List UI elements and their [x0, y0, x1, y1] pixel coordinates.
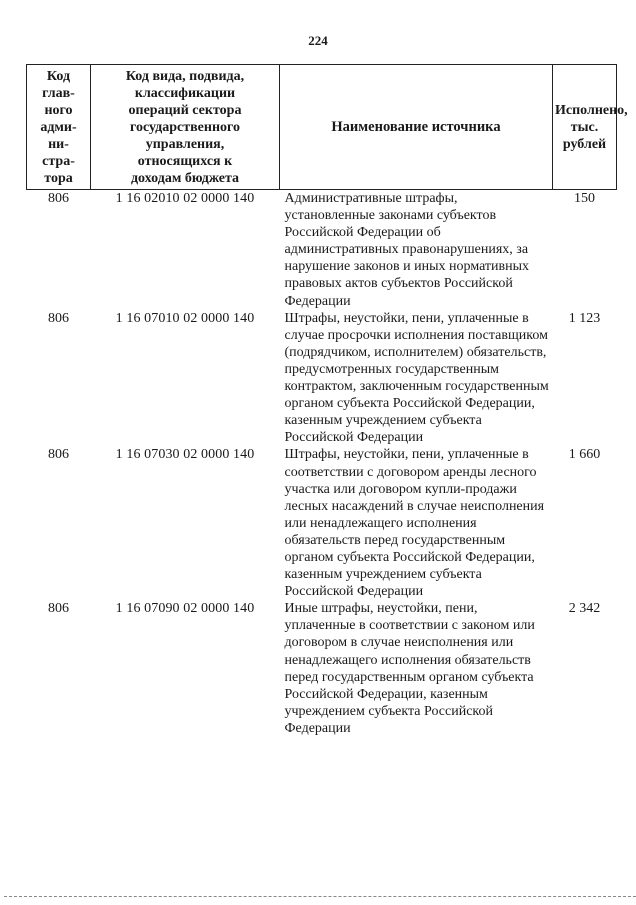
source-name-cell: Штрафы, неустойки, пени, уплаченные в случае просрочки исполнения поставщиком (подрядчиком, исполнителем) обязательств, предусмотренных государственным контрактом, заключенным государственным органом субъекта Российской Федерации, казенным учреждением субъекта Российской Федерации	[284, 310, 549, 446]
header-executed-amount: Исполнено, тыс. рублей	[553, 65, 617, 190]
classification-code-cell: 1 16 07090 02 0000 140	[115, 601, 255, 617]
source-name-cell: Штрафы, неустойки, пени, уплаченные в соответствии с договором аренды лесного участка или договором купли-продажи лесных насаждений в случае неисполнения или ненадлежащего исполнения обязательств перед государственным органом субъекта Российской Федерации, казенным учреждением субъекта Российской Федерации	[284, 447, 545, 600]
source-name-cell: Административные штрафы, установленные законами субъектов Российской Федерации об административных правонарушениях, за нарушение законов и иных нормативных правовых актов субъектов Российской Федерации	[284, 191, 530, 309]
revenue-table	[26, 64, 628, 737]
header-source-name: Наименование источника	[280, 65, 553, 190]
table-row	[27, 310, 617, 447]
header-admin-code: Код глав- ного адми- ни- стра- тора	[27, 65, 91, 190]
classification-code-cell: 1 16 07030 02 0000 140	[115, 447, 255, 463]
amount-cell: 1 123	[568, 310, 601, 326]
amount-cell: 1 660	[568, 447, 601, 463]
page-number: 224	[308, 33, 328, 48]
table-row	[27, 190, 617, 310]
revenue-table-container	[26, 64, 628, 737]
table-row	[27, 446, 617, 600]
admin-code-cell: 806	[48, 310, 69, 326]
amount-cell: 2 342	[568, 601, 601, 617]
amount-cell: 150	[574, 191, 595, 206]
classification-code-cell: 1 16 02010 02 0000 140	[115, 191, 255, 206]
page-bottom-rule	[4, 896, 636, 897]
admin-code-cell: 806	[48, 191, 69, 206]
source-name-cell: Иные штрафы, неустойки, пени, уплаченные в соответствии с законом или договором в случае неисполнения или ненадлежащего исполнения обязательств перед государственным органом субъекта Российской Федерации, казенным учреждением субъекта Российской Федерации	[284, 601, 535, 736]
header-classification-code: Код вида, подвида, классификации операций сектора государственного управления, относящихся к доходам бюджета	[91, 65, 280, 190]
admin-code-cell: 806	[48, 601, 69, 617]
admin-code-cell: 806	[48, 447, 69, 463]
table-row	[27, 600, 617, 737]
classification-code-cell: 1 16 07010 02 0000 140	[115, 310, 255, 326]
table-header-row	[27, 65, 617, 190]
